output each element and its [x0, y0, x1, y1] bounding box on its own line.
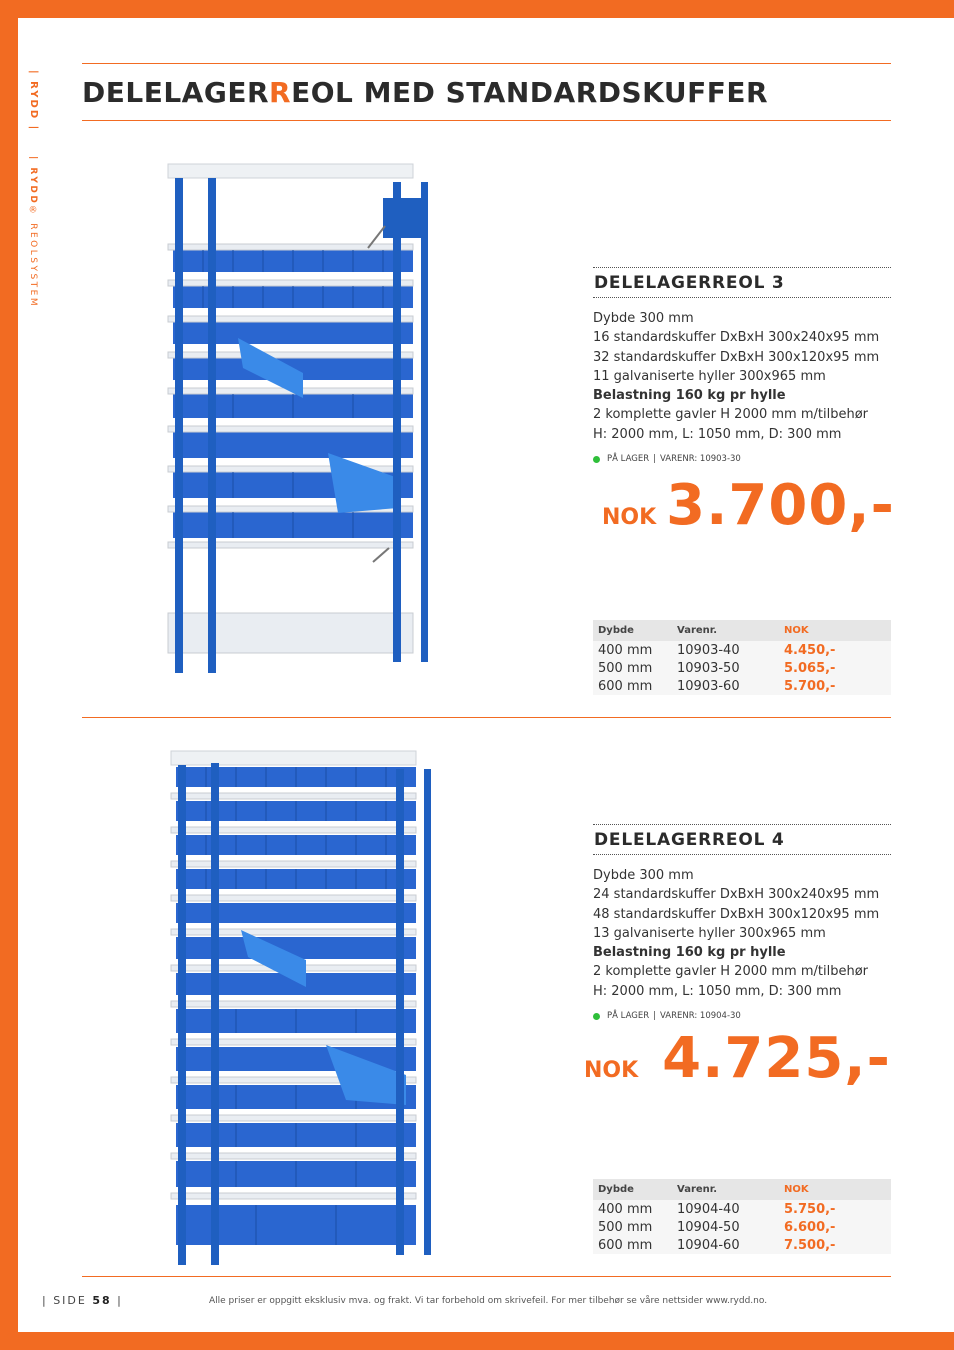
page-end: | — [117, 1294, 123, 1307]
spec-line: 2 komplette gavler H 2000 mm m/tilbehør — [593, 407, 869, 423]
side-system-text: REOLSYSTEM — [28, 217, 38, 309]
page-number-value: 58 — [92, 1294, 112, 1307]
product-info — [593, 824, 891, 1021]
cell-article: 10904-40 — [677, 1201, 740, 1217]
spec-line: 2 komplette gavler H 2000 mm m/tilbehør — [593, 964, 869, 980]
cell-depth: 400 mm — [598, 1201, 653, 1217]
table-row — [593, 1200, 891, 1218]
cell-price: 6.600,- — [784, 1219, 836, 1235]
stock-label: PÅ LAGER — [607, 1011, 650, 1022]
spec-line: H: 2000 mm, L: 1050 mm, D: 300 mm — [593, 983, 842, 999]
col-header-depth: Dybde — [598, 625, 634, 636]
col-header-article: Varenr. — [677, 1184, 718, 1195]
cell-article: 10904-60 — [677, 1237, 740, 1253]
spec-line: H: 2000 mm, L: 1050 mm, D: 300 mm — [593, 426, 842, 442]
page-title — [82, 76, 891, 109]
cell-price: 5.065,- — [784, 660, 836, 676]
in-stock-dot-icon — [593, 1013, 600, 1020]
price — [584, 1026, 891, 1091]
col-header-price: NOK — [784, 1184, 809, 1195]
stock-status — [593, 454, 891, 464]
page-label: | SIDE — [42, 1294, 87, 1307]
spec-line: 32 standardskuffer DxBxH 300x120x95 mm — [593, 349, 880, 365]
divider-dotted — [593, 854, 891, 855]
stock-status — [593, 1011, 891, 1021]
spec-line: 48 standardskuffer DxBxH 300x120x95 mm — [593, 906, 880, 922]
spec-line: Dybde 300 mm — [593, 868, 694, 883]
title-part-2: EOL MED STANDARDSKUFFER — [291, 76, 769, 109]
title-highlight: R — [269, 76, 292, 109]
cell-price: 5.700,- — [784, 678, 836, 694]
header-bottom-rule — [82, 120, 891, 121]
in-stock-dot-icon — [593, 456, 600, 463]
cell-article: 10904-50 — [677, 1219, 740, 1235]
stock-label: PÅ LAGER — [607, 454, 650, 465]
shelf-rack-3-image — [153, 158, 428, 683]
side-system-brand: | RYDD — [28, 156, 38, 206]
cell-depth: 500 mm — [598, 1219, 653, 1235]
product-info — [593, 267, 891, 464]
cell-depth: 600 mm — [598, 678, 653, 694]
product-name: DELELAGERREOL 4 — [594, 830, 785, 850]
product-name: DELELAGERREOL 3 — [594, 273, 785, 293]
spec-line-load: Belastning 160 kg pr hylle — [593, 945, 786, 961]
cell-article: 10903-50 — [677, 660, 740, 676]
registered-mark: ® — [28, 205, 38, 218]
divider-dotted — [593, 297, 891, 298]
page-number — [42, 1294, 123, 1307]
cell-article: 10903-40 — [677, 642, 740, 658]
spec-list — [593, 309, 891, 444]
article-number: VARENR: 10904-30 — [659, 1011, 741, 1022]
spec-line: 16 standardskuffer DxBxH 300x240x95 mm — [593, 330, 880, 346]
price-amount: 3.700,- — [666, 473, 895, 538]
table-row — [593, 1236, 891, 1254]
spec-line: 13 galvaniserte hyller 300x965 mm — [593, 925, 826, 941]
side-brand-label: | RYDD | — [28, 70, 39, 132]
cell-article: 10903-60 — [677, 678, 740, 694]
title-part-1: DELELAGER — [82, 76, 270, 109]
cell-depth: 400 mm — [598, 642, 653, 658]
table-row — [593, 1218, 891, 1236]
footer-rule — [82, 1276, 891, 1277]
cell-depth: 500 mm — [598, 660, 653, 676]
footer-disclaimer: Alle priser er oppgitt eksklusiv mva. og frakt. Vi tar forbehold om skrivefeil. For mer tilbehør se våre nettsider www.rydd.no. — [209, 1296, 768, 1306]
spec-line: 11 galvaniserte hyller 300x965 mm — [593, 368, 826, 384]
stock-separator: | — [653, 1011, 656, 1022]
article-number: VARENR: 10903-30 — [659, 454, 741, 465]
side-system-label — [28, 156, 38, 308]
price-currency: NOK — [602, 505, 657, 530]
variant-table — [593, 1179, 891, 1254]
spec-line: 24 standardskuffer DxBxH 300x240x95 mm — [593, 887, 880, 903]
spec-line-load: Belastning 160 kg pr hylle — [593, 388, 786, 404]
shelf-rack-4-image — [156, 745, 431, 1273]
variant-table — [593, 620, 891, 695]
table-header — [593, 1179, 891, 1200]
col-header-price: NOK — [784, 625, 809, 636]
spec-list — [593, 866, 891, 1001]
catalog-page — [18, 18, 954, 1332]
col-header-depth: Dybde — [598, 1184, 634, 1195]
section-divider — [82, 717, 891, 718]
table-header — [593, 620, 891, 641]
cell-price: 4.450,- — [784, 642, 836, 658]
cell-price: 7.500,- — [784, 1237, 836, 1253]
header-top-rule — [82, 63, 891, 64]
price-currency: NOK — [584, 1058, 639, 1083]
table-row — [593, 677, 891, 695]
price — [602, 473, 895, 538]
col-header-article: Varenr. — [677, 625, 718, 636]
stock-separator: | — [653, 454, 656, 465]
cell-depth: 600 mm — [598, 1237, 653, 1253]
table-row — [593, 659, 891, 677]
price-amount: 4.725,- — [662, 1026, 891, 1091]
table-row — [593, 641, 891, 659]
cell-price: 5.750,- — [784, 1201, 836, 1217]
spec-line: Dybde 300 mm — [593, 311, 694, 326]
